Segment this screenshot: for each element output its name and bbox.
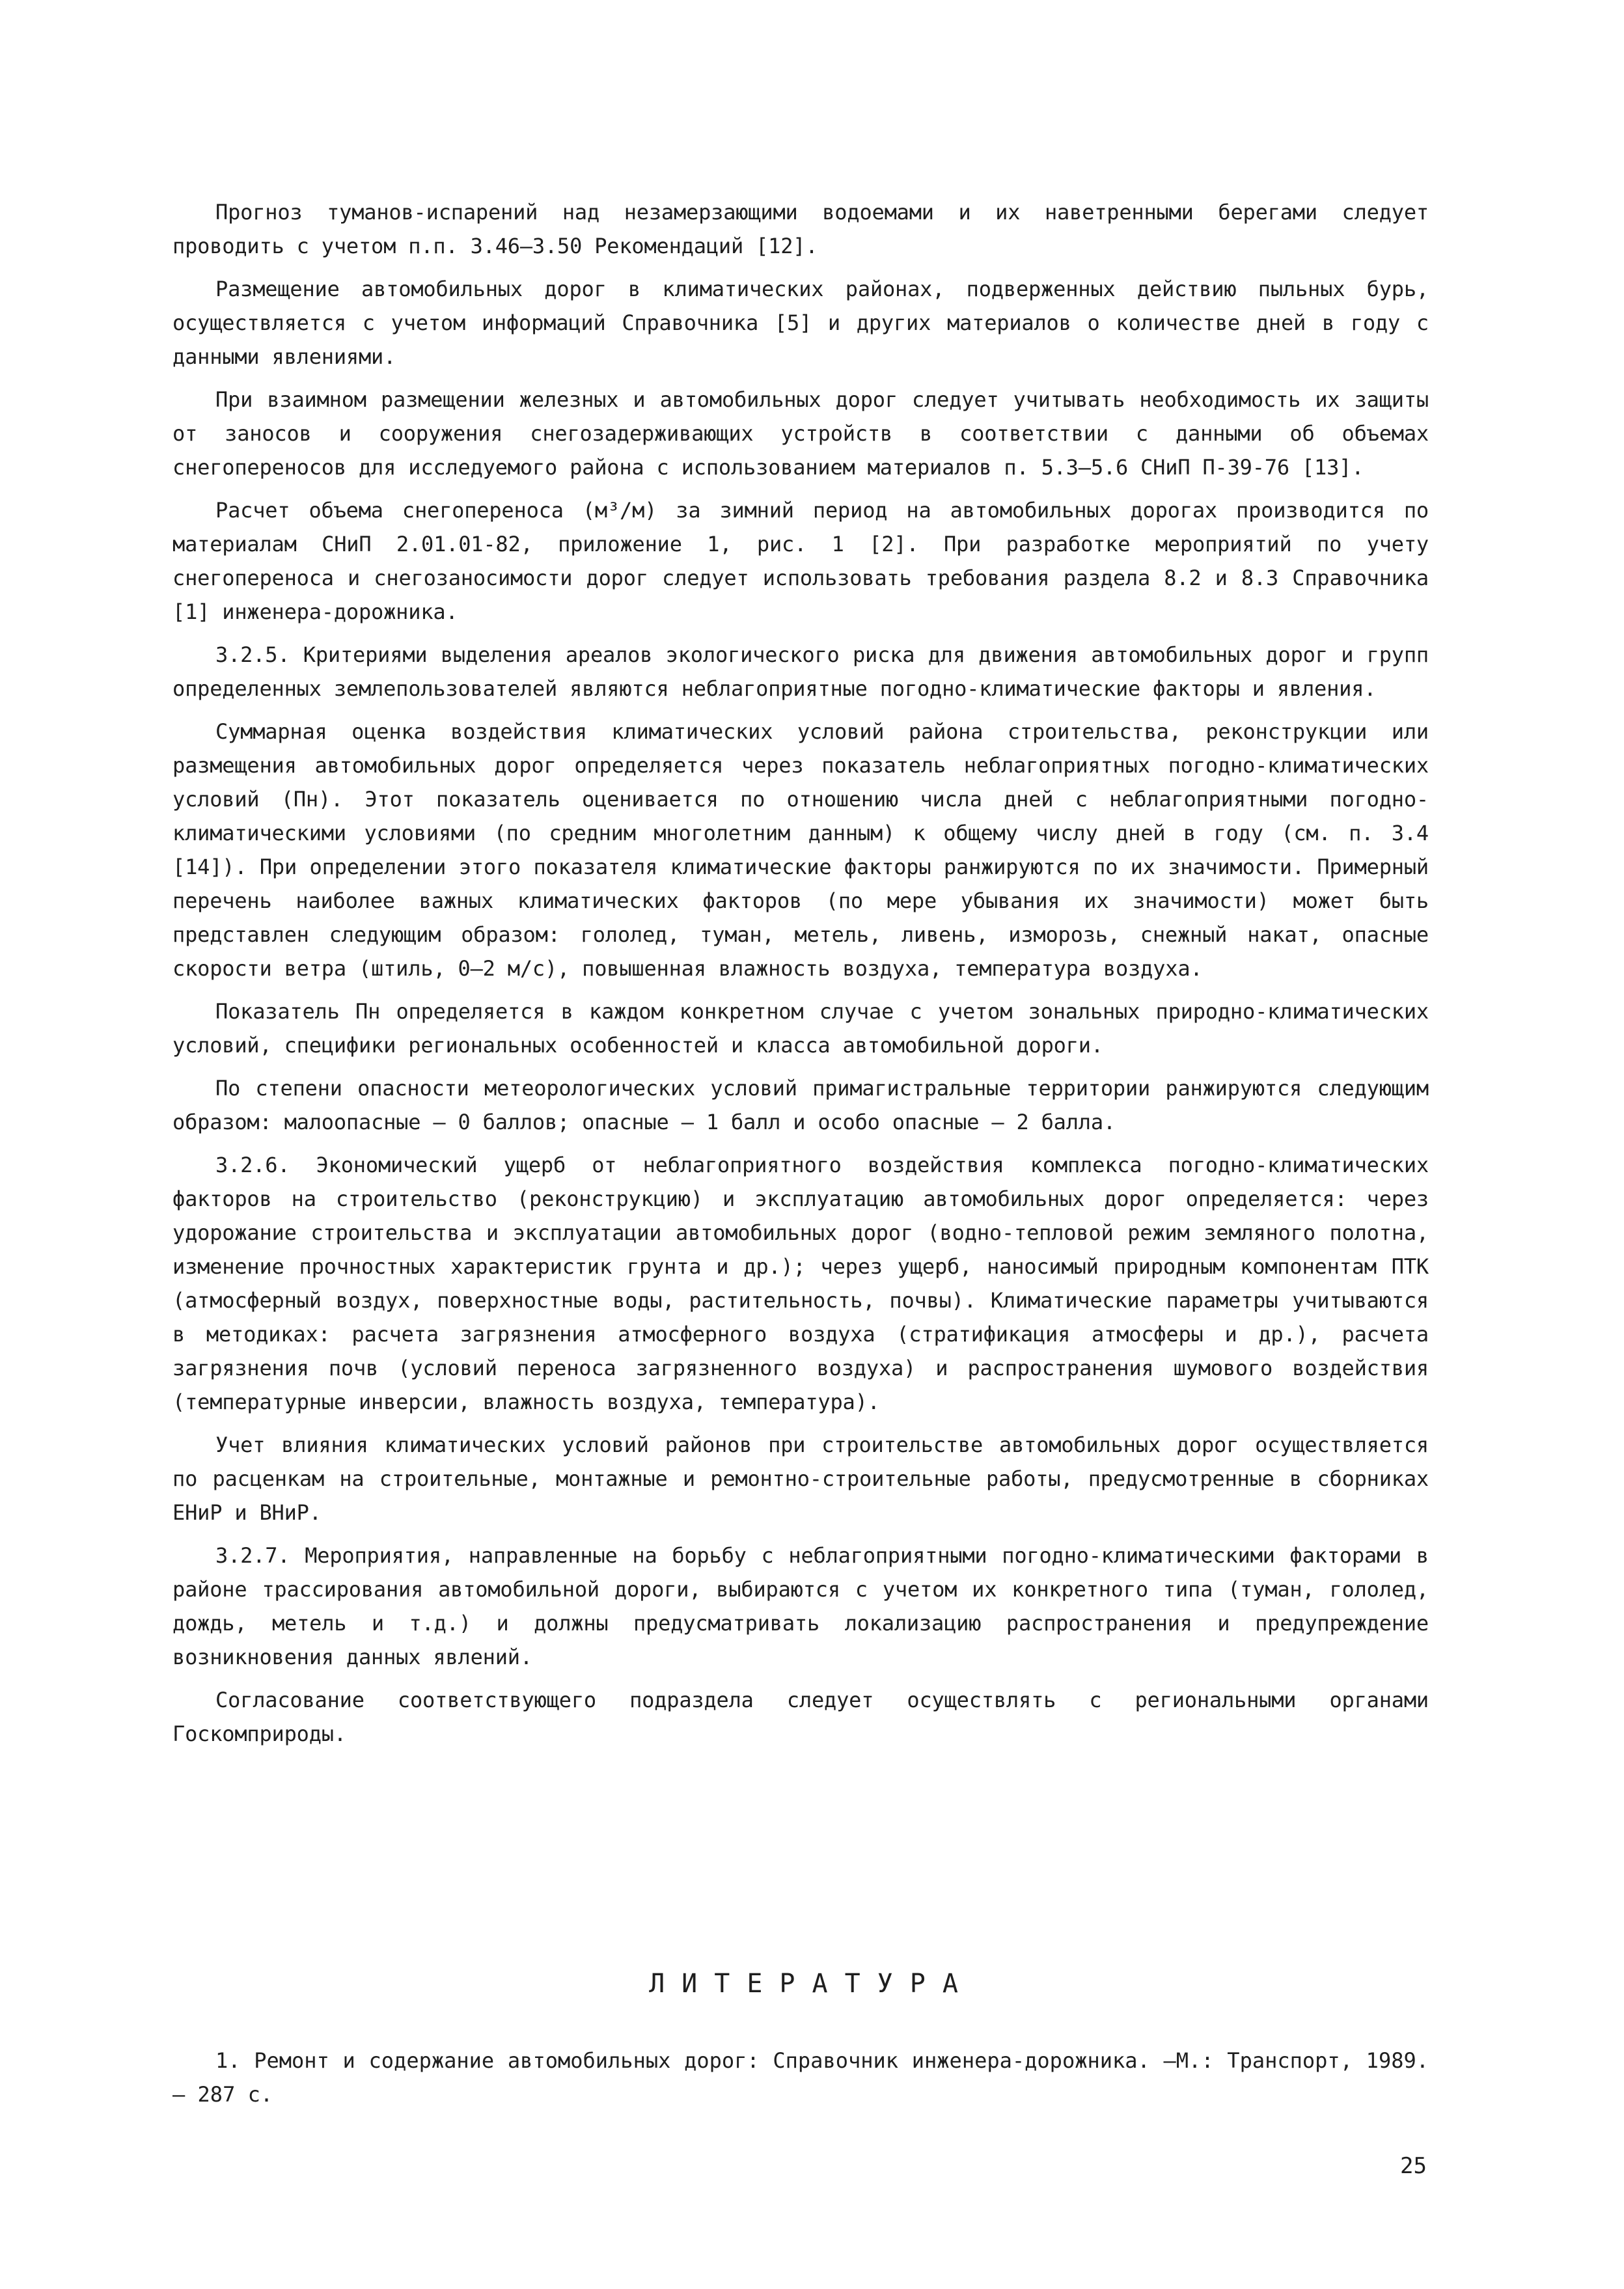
paragraph-section-3-2-5: 3.2.5. Критериями выделения ареалов экологического риска для движения автомобильных дорог и групп определенных землепользователей являются неблагоприятные погодно-климатические факторы и явления.: [172, 642, 1429, 701]
body-text: [172, 195, 1429, 1760]
paragraph-fog-forecast: Прогноз туманов-испарений над незамерзающими водоемами и их наветренными берегами следует проводить с учетом п.п. 3.46–3.50 Рекомендаций [12].: [172, 200, 1429, 258]
page-number: 25: [1400, 2153, 1427, 2179]
paragraph-road-placement: При взаимном размещении железных и автомобильных дорог следует учитывать необходимость их защиты от заносов и сооружения снегозадерживающих устройств в соответствии с данными об объемах снегопереносов для исследуемого района с использованием материалов п. 5.3–5.6 СНиП П-39-76 [13].: [172, 387, 1429, 480]
paragraph-section-3-2-6: 3.2.6. Экономический ущерб от неблагоприятного воздействия комплекса погодно-климатических факторов на строительство (реконструкцию) и эксплуатацию автомобильных дорог определяется: через удорожание строительства и эксплуатации автомобильных дорог (водно-тепловой режим земляного полотна, изменение прочностных характеристик грунта и др.); через ущерб, наносимый природным компонентам ПТК (атмосферный воздух, поверхностные воды, растительность, почвы). Климатические параметры учитываются в методиках: расчета загрязнения атмосферного воздуха (стратификация атмосферы и др.), расчета загрязнения почв (условий переноса загрязненного воздуха) и распространения шумового воздействия (температурные инверсии, влажность воздуха, температура).: [172, 1153, 1429, 1414]
reference-item: 1. Ремонт и содержание автомобильных дорог: Справочник инженера-дорожника. –М.: Транспорт, 1989. – 287 с.: [172, 2048, 1429, 2107]
paragraph-climate-assessment: Суммарная оценка воздействия климатических условий района строительства, реконструкции или размещения автомобильных дорог определяется через показатель неблагоприятных погодно-климатических условий (Пн). Этот показатель оценивается по отношению числа дней с неблагоприятными погодно-климатическими условиями (по средним многолетним данным) к общему числу дней в году (см. п. 3.4 [14]). При определении этого показателя климатические факторы ранжируются по их значимости. Примерный перечень наиболее важных климатических факторов (по мере убывания их значимости) может быть представлен следующим образом: гололед, туман, метель, ливень, изморозь, снежный накат, опасные скорости ветра (штиль, 0–2 м/с), повышенная влажность воздуха, температура воздуха.: [172, 719, 1429, 981]
literature-heading: ЛИТЕРАТУРА: [649, 1969, 975, 1999]
paragraph-climate-costs: Учет влияния климатических условий районов при строительстве автомобильных дорог осуществляется по расценкам на строительные, монтажные и ремонтно-строительные работы, предусмотренные в сборниках ЕНиР и ВНиР.: [172, 1432, 1429, 1525]
paragraph-pn-indicator: Показатель Пн определяется в каждом конкретном случае с учетом зональных природно-климатических условий, специфики региональных особенностей и класса автомобильной дороги.: [172, 999, 1429, 1058]
reference-list: [172, 2044, 1429, 2111]
paragraph-hazard-ranking: По степени опасности метеорологических условий примагистральные территории ранжируются следующим образом: малоопасные – 0 баллов; опасные – 1 балл и особо опасные – 2 балла.: [172, 1076, 1429, 1134]
paragraph-section-3-2-7: 3.2.7. Мероприятия, направленные на борьбу с неблагоприятными погодно-климатическими факторами в районе трассирования автомобильной дороги, выбираются с учетом их конкретного типа (туман, гололед, дождь, метель и т.д.) и должны предусматривать локализацию распространения и предупреждение возникновения данных явлений.: [172, 1543, 1429, 1669]
paragraph-snow-transfer: Расчет объема снегопереноса (м³/м) за зимний период на автомобильных дорогах производится по материалам СНиП 2.01.01-82, приложение 1, рис. 1 [2]. При разработке мероприятий по учету снегопереноса и снегозаносимости дорог следует использовать требования раздела 8.2 и 8.3 Справочника [1] инженера-дорожника.: [172, 498, 1429, 624]
paragraph-dust-storms: Размещение автомобильных дорог в климатических районах, подверженных действию пыльных бурь, осуществляется с учетом информаций Справочника [5] и других материалов о количестве дней в году с данными явлениями.: [172, 277, 1429, 369]
paragraph-coordination: Согласование соответствующего подраздела следует осуществлять с региональными органами Госкомприроды.: [172, 1688, 1429, 1746]
